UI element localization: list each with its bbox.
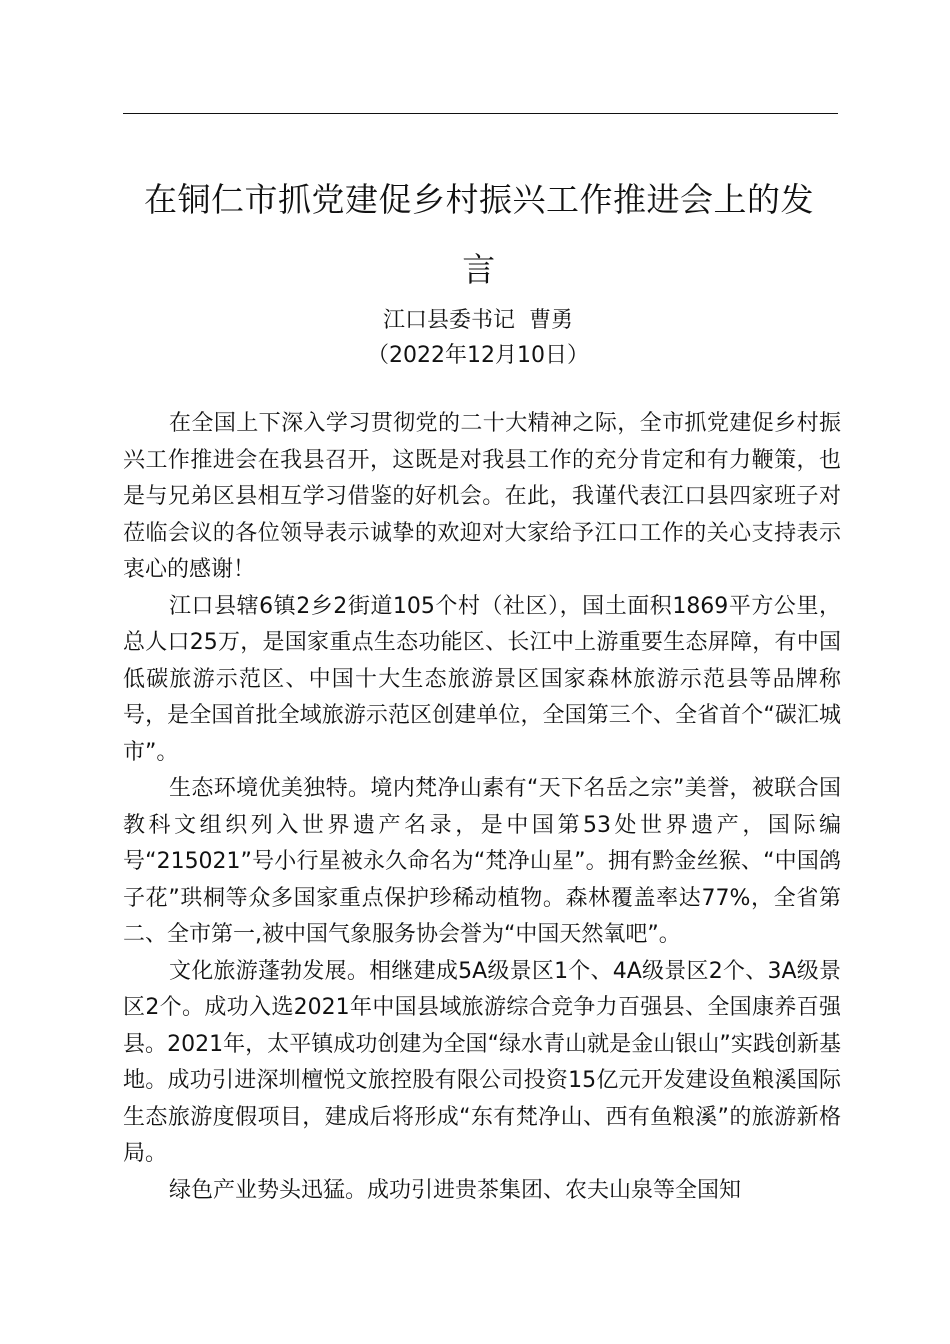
document-title-line-2: 言 <box>462 250 496 289</box>
paragraph-county-overview: 江口县辖6镇2乡2街道105个村（社区），国土面积1869平方公里，总人口25万，是国家重点生态功能区、长江中上游重要生态屏障，有中国低碳旅游示范区、中国十大生态旅游景区国家森林旅游示范县等品牌称号，是全国首批全域旅游示范区创建单位，全国第三个、全省首个“碳汇城市”。 <box>123 593 841 765</box>
paragraph-ecology: 生态环境优美独特。境内梵净山素有“天下名岳之宗”美誉，被联合国教科文组织列入世界遗产名录，是中国第53处世界遗产，国际编号“215021”号小行星被永久命名为“梵净山星”。拥有黔金丝猴、“中国鸽子花”珙桐等众多国家重点保护珍稀动植物。森林覆盖率达77%，全省第二、全市第一,被中国气象服务协会誉为“中国天然氧吧”。 <box>123 776 841 947</box>
document-body <box>123 406 841 1209</box>
paragraph-tourism: 文化旅游蓬勃发展。相继建成5A级景区1个、4A级景区2个、3A级景区2个。成功入选2021年中国县域旅游综合竞争力百强县、全国康养百强县。2021年，太平镇成功创建为全国“绿水青山就是金山银山”实践创新基地。成功引进深圳檀悦文旅控股有限公司投资15亿元开发建设鱼粮溪国际生态旅游度假项目，建成后将形成“东有梵净山、西有鱼粮溪”的旅游新格局。 <box>123 958 841 1166</box>
paragraph-intro: 在全国上下深入学习贯彻党的二十大精神之际，全市抓党建促乡村振兴工作推进会在我县召开，这既是对我县工作的充分肯定和有力鞭策，也是与兄弟区县相互学习借鉴的好机会。在此，我谨代表江口县四家班子对莅临会议的各位领导表示诚挚的欢迎对大家给予江口工作的关心支持表示衷心的感谢！ <box>123 411 841 582</box>
author-line: 江口县委书记 曹勇 <box>383 308 573 333</box>
date-line: （2022年12月10日） <box>367 343 589 368</box>
document-title-line-1: 在铜仁市抓党建促乡村振兴工作推进会上的发 <box>144 180 814 219</box>
header-rule <box>123 113 838 114</box>
paragraph-green-industry: 绿色产业势头迅猛。成功引进贵茶集团、农夫山泉等全国知 <box>169 1177 742 1203</box>
